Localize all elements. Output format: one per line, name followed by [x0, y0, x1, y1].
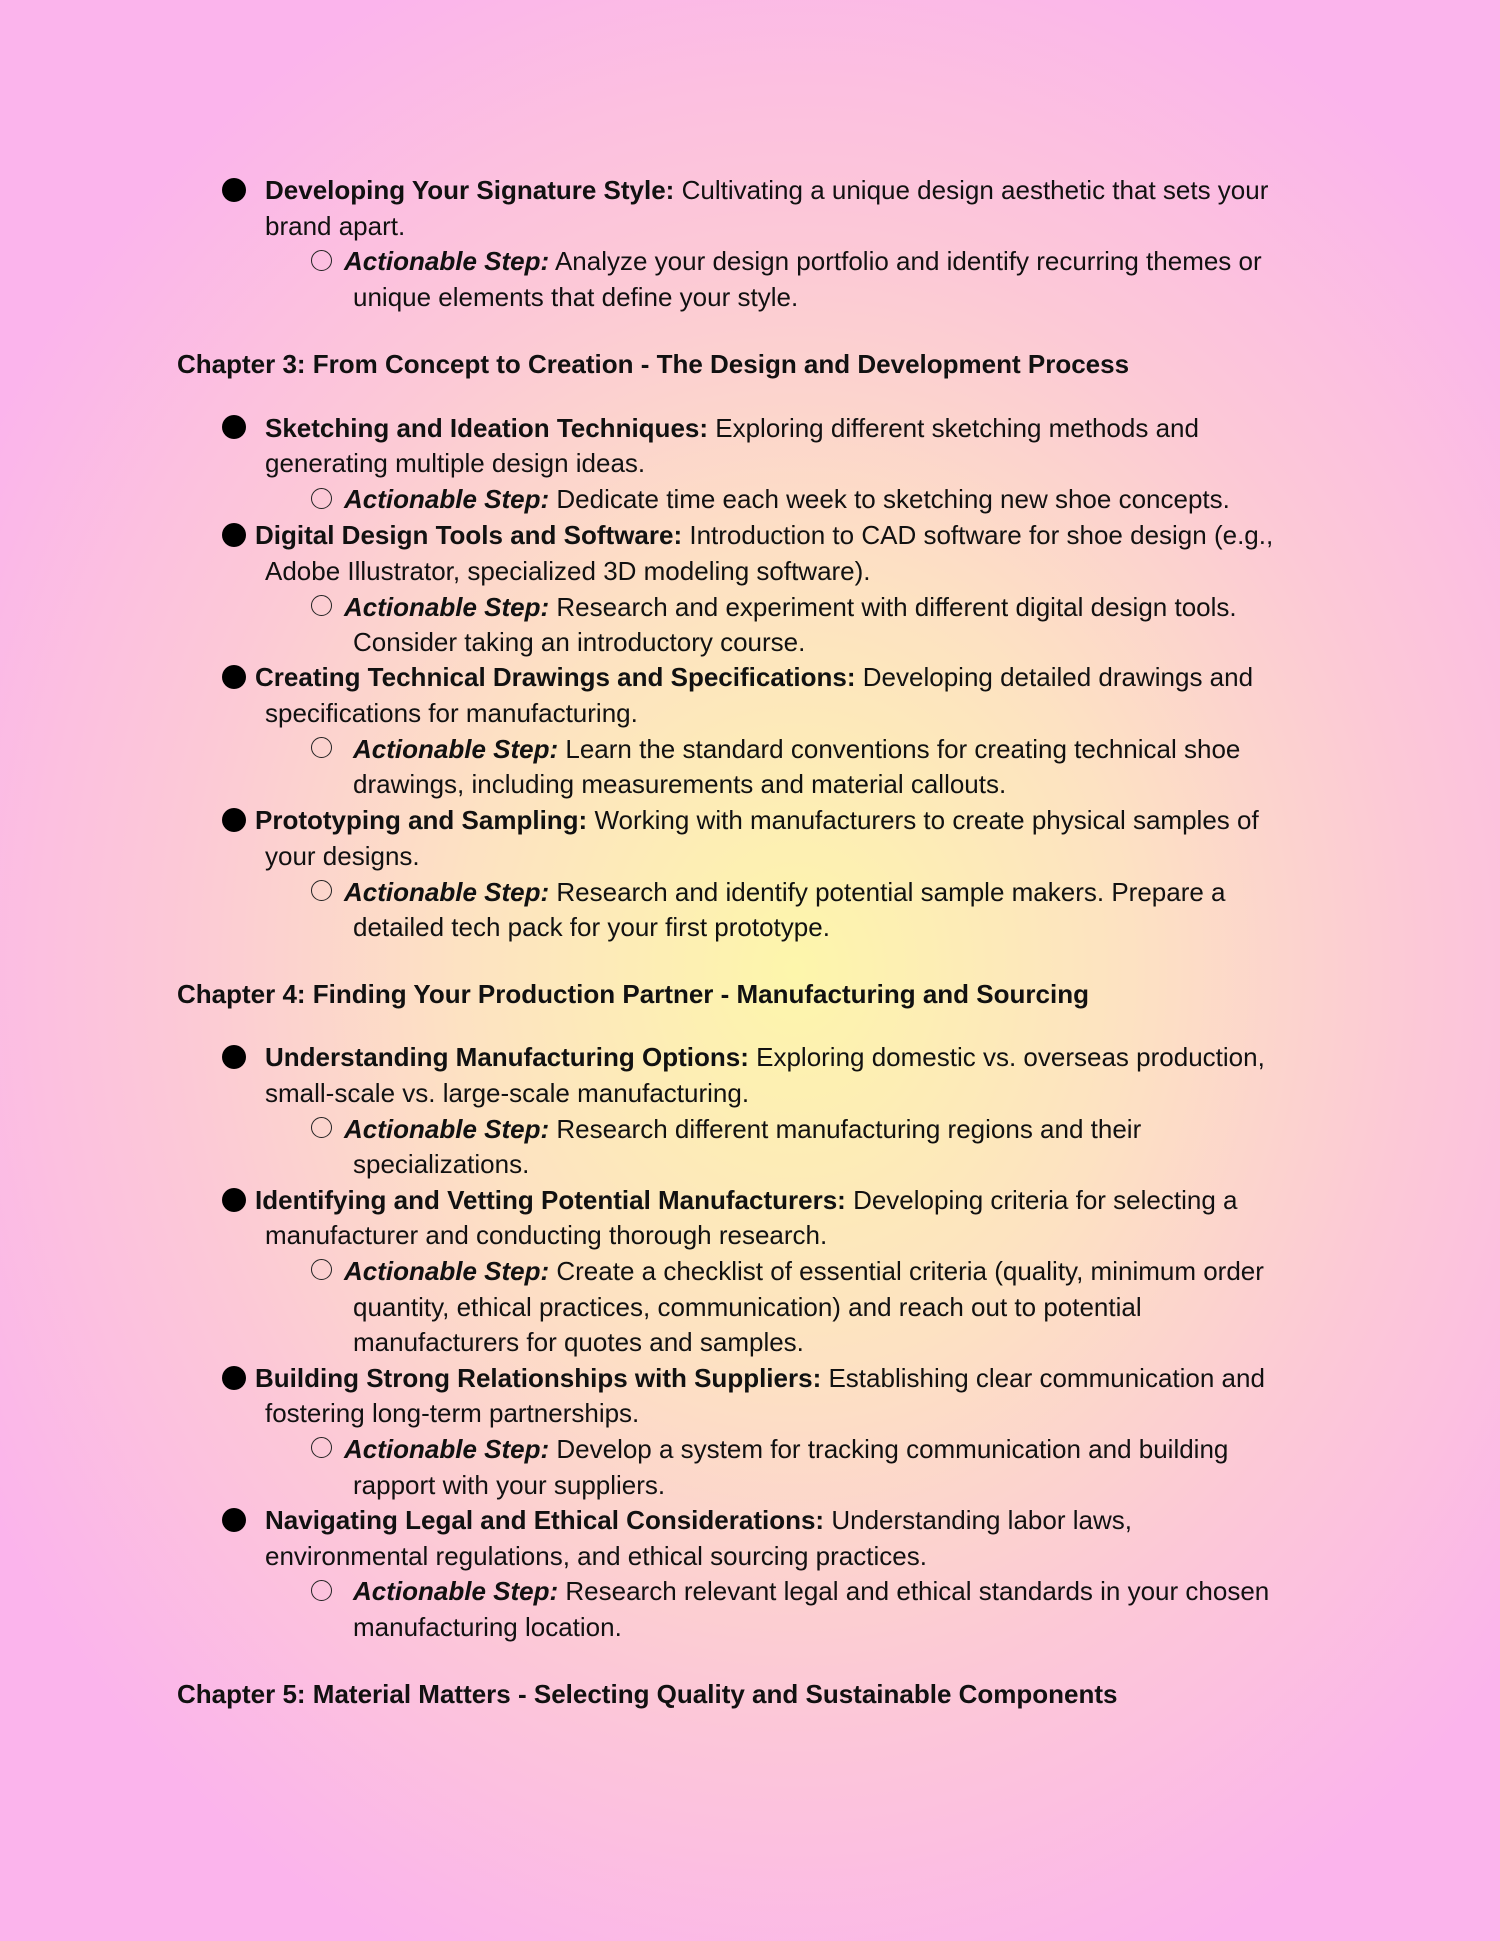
step-label: Actionable Step:: [344, 592, 550, 622]
step-text: Dedicate time each week to sketching new shoe concepts.: [556, 484, 1230, 514]
item-description: Establishing clear communication and: [828, 1363, 1265, 1393]
step-label: Actionable Step:: [344, 246, 550, 276]
item-title: Identifying and Vetting Potential Manufacturers:: [255, 1185, 846, 1215]
step-label: Actionable Step:: [344, 484, 550, 514]
bullet-disc-icon: [222, 1366, 246, 1390]
item-description-cont: brand apart.: [265, 211, 406, 241]
bullet-disc-icon: [222, 1508, 246, 1532]
step-text: Develop a system for tracking communication and building: [556, 1434, 1229, 1464]
actionable-step: [344, 243, 1262, 279]
bullet-circle-icon: [311, 250, 332, 271]
bullet-circle-icon: [311, 737, 332, 758]
item-description-cont: fostering long-term partnerships.: [265, 1398, 640, 1428]
item-title: Understanding Manufacturing Options:: [265, 1042, 749, 1072]
actionable-step: [353, 731, 1240, 767]
item-title: Building Strong Relationships with Suppliers:: [255, 1363, 822, 1393]
item-description-cont: environmental regulations, and ethical sourcing practices.: [265, 1541, 927, 1571]
step-text: Create a checklist of essential criteria (quality, minimum order: [556, 1256, 1264, 1286]
step-text: Research and experiment with different digital design tools.: [556, 592, 1237, 622]
item-description: Working with manufacturers to create physical samples of: [594, 805, 1259, 835]
bullet-circle-icon: [311, 880, 332, 901]
list-item-text: [255, 1182, 1237, 1218]
step-label: Actionable Step:: [344, 1114, 550, 1144]
actionable-step: [344, 1111, 1141, 1147]
item-description-cont: Adobe Illustrator, specialized 3D modeling software).: [265, 556, 871, 586]
step-text: Analyze your design portfolio and identify recurring themes or: [554, 246, 1262, 276]
item-description-cont: specifications for manufacturing.: [265, 698, 638, 728]
step-text: Research and identify potential sample makers. Prepare a: [556, 877, 1226, 907]
item-description-cont: generating multiple design ideas.: [265, 448, 646, 478]
step-label: Actionable Step:: [344, 877, 550, 907]
list-item-text: [255, 517, 1273, 553]
item-description: Exploring domestic vs. overseas production,: [756, 1042, 1265, 1072]
item-description: Cultivating a unique design aesthetic that sets your: [681, 175, 1269, 205]
list-item-text: [265, 1502, 1132, 1538]
step-label: Actionable Step:: [353, 734, 559, 764]
step-text: Learn the standard conventions for creating technical shoe: [565, 734, 1241, 764]
list-item-text: [265, 1039, 1265, 1075]
bullet-circle-icon: [311, 1580, 332, 1601]
list-item-text: [265, 172, 1268, 208]
actionable-step: [344, 589, 1237, 625]
item-title: Prototyping and Sampling:: [255, 805, 588, 835]
item-title: Sketching and Ideation Techniques:: [265, 413, 709, 443]
step-text-cont: specializations.: [353, 1149, 530, 1179]
bullet-disc-icon: [222, 523, 246, 547]
item-description: Exploring different sketching methods and: [715, 413, 1199, 443]
step-label: Actionable Step:: [344, 1256, 550, 1286]
chapter-heading: Chapter 3: From Concept to Creation - The Design and Development Process: [177, 349, 1130, 379]
step-text-cont: drawings, including measurements and material callouts.: [353, 769, 1007, 799]
item-description-cont: small-scale vs. large-scale manufacturing.: [265, 1078, 750, 1108]
bullet-disc-icon: [222, 415, 246, 439]
step-text: Research different manufacturing regions and their: [556, 1114, 1142, 1144]
chapter-heading: Chapter 4: Finding Your Production Partner - Manufacturing and Sourcing: [177, 979, 1089, 1009]
item-description-cont: manufacturer and conducting thorough research.: [265, 1220, 828, 1250]
bullet-circle-icon: [311, 1117, 332, 1138]
list-item-text: [265, 410, 1199, 446]
step-label: Actionable Step:: [344, 1434, 550, 1464]
bullet-circle-icon: [311, 1259, 332, 1280]
step-text-cont: manufacturing location.: [353, 1612, 622, 1642]
bullet-disc-icon: [222, 178, 246, 202]
step-text-cont: manufacturers for quotes and samples.: [353, 1327, 804, 1357]
step-text-cont: unique elements that define your style.: [353, 282, 799, 312]
bullet-disc-icon: [222, 1188, 246, 1212]
item-title: Digital Design Tools and Software:: [255, 520, 683, 550]
list-item-text: [255, 1360, 1265, 1396]
step-text: Research relevant legal and ethical standards in your chosen: [565, 1576, 1270, 1606]
item-title: Developing Your Signature Style:: [265, 175, 675, 205]
item-description: Understanding labor laws,: [831, 1505, 1132, 1535]
step-text-cont: detailed tech pack for your first prototype.: [353, 912, 830, 942]
actionable-step: [353, 1573, 1269, 1609]
actionable-step: [344, 1431, 1228, 1467]
bullet-circle-icon: [311, 595, 332, 616]
bullet-circle-icon: [311, 1437, 332, 1458]
item-description-cont: your designs.: [265, 841, 420, 871]
list-item-text: [255, 802, 1259, 838]
step-text-cont: quantity, ethical practices, communication) and reach out to potential: [353, 1292, 1142, 1322]
item-description: Introduction to CAD software for shoe design (e.g.,: [689, 520, 1274, 550]
step-text-cont: rapport with your suppliers.: [353, 1470, 666, 1500]
item-title: Navigating Legal and Ethical Considerations:: [265, 1505, 825, 1535]
actionable-step: [344, 874, 1226, 910]
bullet-disc-icon: [222, 665, 246, 689]
step-label: Actionable Step:: [353, 1576, 559, 1606]
step-text-cont: Consider taking an introductory course.: [353, 627, 806, 657]
actionable-step: [344, 481, 1230, 517]
chapter-heading: Chapter 5: Material Matters - Selecting Quality and Sustainable Components: [177, 1679, 1118, 1709]
bullet-disc-icon: [222, 808, 246, 832]
item-description: Developing criteria for selecting a: [853, 1185, 1238, 1215]
list-item-text: [255, 659, 1253, 695]
bullet-disc-icon: [222, 1045, 246, 1069]
bullet-circle-icon: [311, 488, 332, 509]
item-description: Developing detailed drawings and: [862, 662, 1254, 692]
actionable-step: [344, 1253, 1264, 1289]
item-title: Creating Technical Drawings and Specifications:: [255, 662, 856, 692]
